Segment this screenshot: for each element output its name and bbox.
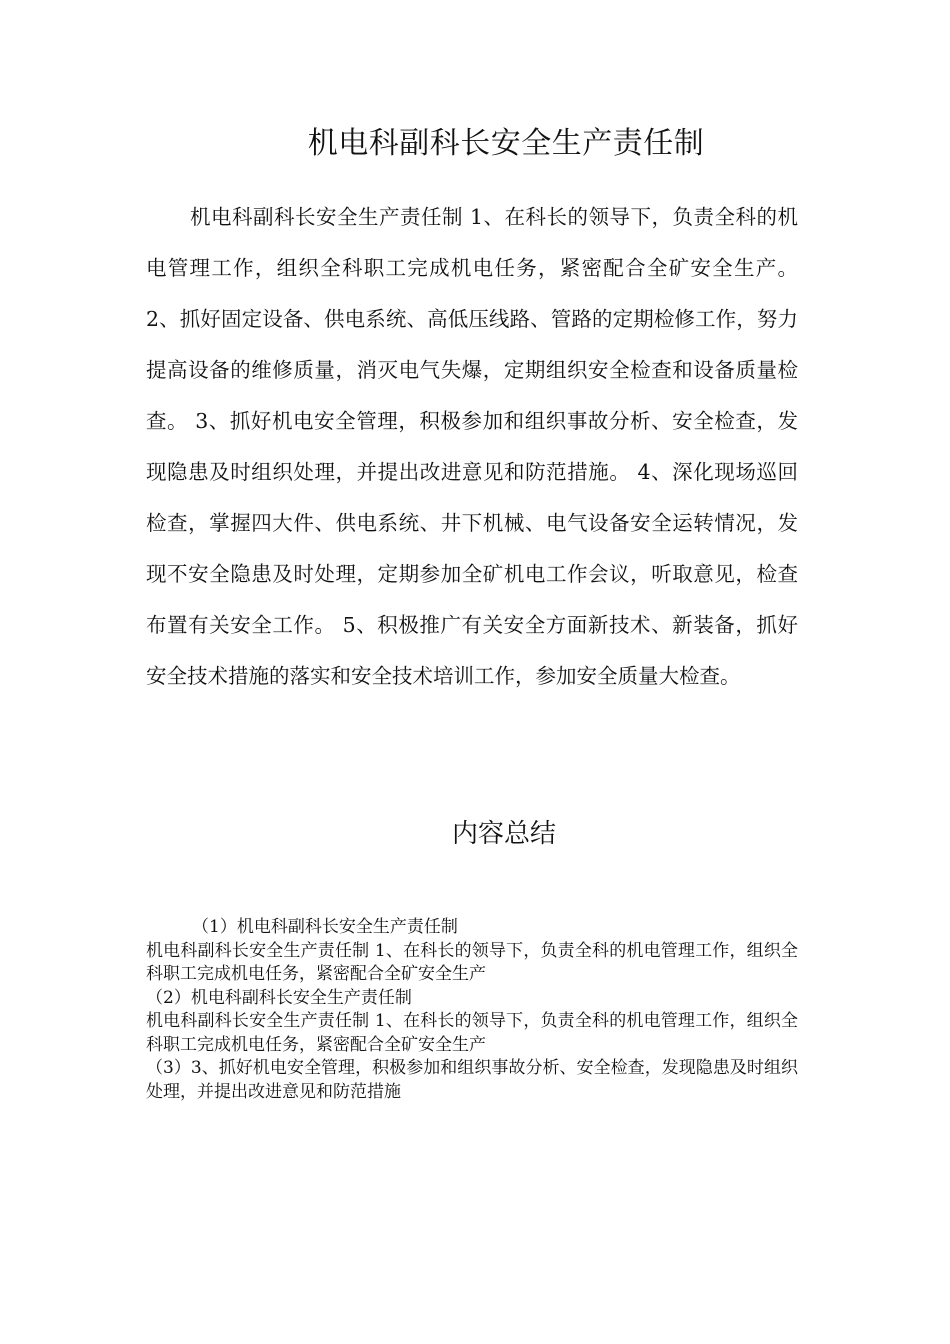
summary-item-title: （2）机电科副科长安全生产责任制 bbox=[146, 987, 412, 1008]
summary-item-text: 机电科副科长安全生产责任制 1、在科长的领导下，负责全科的机电管理工作，组织全科职工完成机电任务，紧密配合全矿安全生产 bbox=[146, 1011, 798, 1055]
document-title: 机电科副科长安全生产责任制 bbox=[307, 126, 705, 161]
summary-item-title: （1）机电科副科长安全生产责任制 bbox=[192, 917, 458, 937]
summary-heading: 内容总结 bbox=[451, 819, 556, 849]
summary-item-text: （3）3、抓好机电安全管理，积极参加和组织事故分析、安全检查，发现隐患及时组织处理，并提出改进意见和防范措施 bbox=[146, 1058, 798, 1102]
summary-item-text: 机电科副科长安全生产责任制 1、在科长的领导下，负责全科的机电管理工作，组织全科职工完成机电任务，紧密配合全矿安全生产 bbox=[146, 940, 798, 984]
document-body: 机电科副科长安全生产责任制 1、在科长的领导下，负责全科的机电管理工作，组织全科职工完成机电任务，紧密配合全矿安全生产。 2、抓好固定设备、供电系统、高低压线路、管路的定期检修工作，努力提高设备的维修质量，消灭电气失爆，定期组织安全检查和设备质量检查。 3、抓好机电安全管理，积极参加和组织事故分析、安全检查，发现隐患及时组织处理，并提出改进意见和防范措施。 4、深化现场巡回检查，掌握四大件、供电系统、井下机械、电气设备安全运转情况，发现不安全隐患及时处理，定期参加全矿机电工作会议，听取意见，检查布置有关安全工作。 5、积极推广有关安全方面新技术、新装备，抓好安全技术措施的落实和安全技术培训工作，参加安全质量大检查。 bbox=[146, 205, 798, 688]
summary-section bbox=[146, 916, 798, 1104]
